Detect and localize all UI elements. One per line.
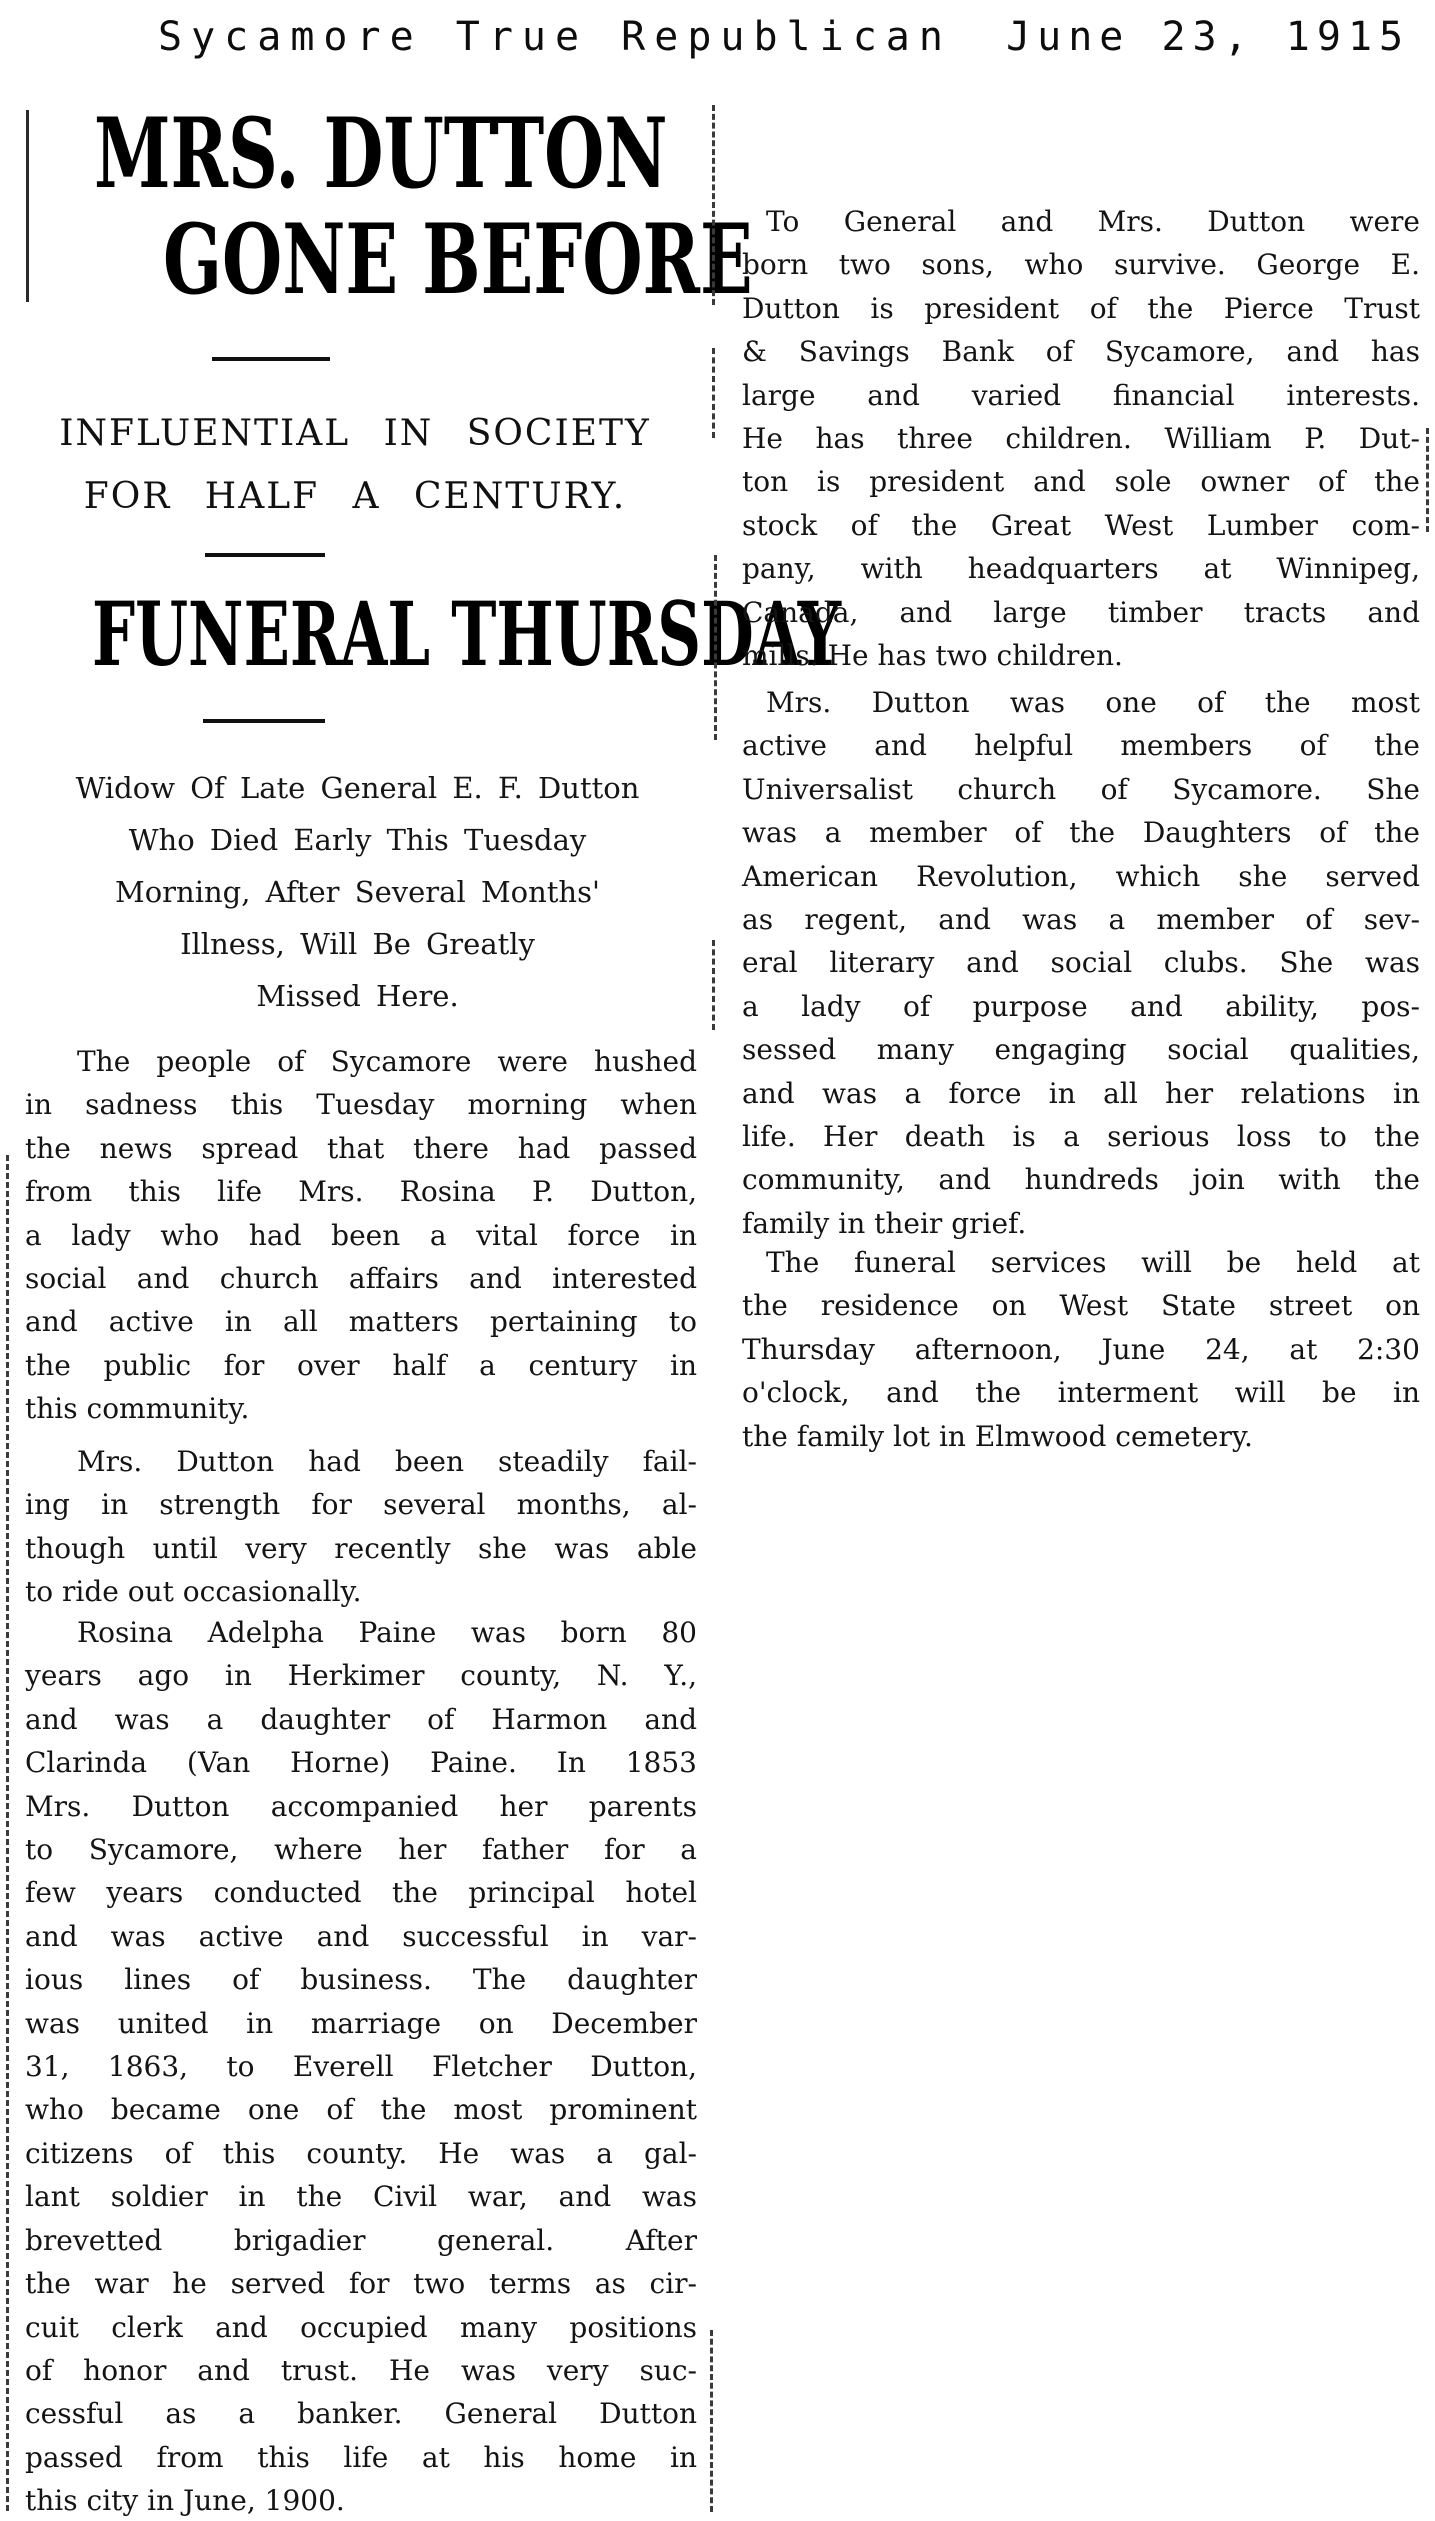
- text-line: and was a daughter of Harmon and: [25, 1702, 697, 1736]
- text-line: citizens of this county. He was a gal-: [25, 2136, 697, 2170]
- text-line: o'clock, and the interment will be in: [742, 1376, 1420, 1410]
- text-line: to ride out occasionally.: [25, 1575, 362, 1609]
- text-line: To General and Mrs. Dutton were: [766, 205, 1420, 238]
- text-line: and was active and successful in var-: [25, 1919, 697, 1953]
- text-line: large and varied financial interests.: [742, 378, 1420, 412]
- headline-line-1: MRS. DUTTON: [94, 97, 668, 210]
- text-line: lant soldier in the Civil war, and was: [25, 2180, 697, 2214]
- masthead: [158, 14, 1418, 60]
- text-line: brevetted brigadier general. After: [25, 2223, 697, 2257]
- text-line: from this life Mrs. Rosina P. Dutton,: [25, 1175, 697, 1209]
- subhead: [30, 402, 680, 528]
- subhead-line-1: INFLUENTIAL IN SOCIETY: [59, 413, 651, 454]
- text-line: & Savings Bank of Sycamore, and has: [742, 335, 1420, 369]
- issue-date: June 23, 1915: [1006, 14, 1411, 60]
- paragraph: [25, 1611, 697, 2521]
- text-line: 31, 1863, to Everell Fletcher Dutton,: [25, 2050, 697, 2084]
- text-line: in sadness this Tuesday morning when: [25, 1088, 697, 1122]
- text-line: The people of Sycamore were hushed: [77, 1045, 697, 1078]
- text-line: American Revolution, which she served: [742, 859, 1420, 893]
- text-line: pany, with headquarters at Winnipeg,: [742, 552, 1420, 586]
- text-line: the news spread that there had passed: [25, 1131, 697, 1165]
- text-line: this city in June, 1900.: [25, 2484, 345, 2518]
- second-headline: FUNERAL THURSDAY: [92, 582, 842, 686]
- text-line: the residence on West State street on: [742, 1289, 1420, 1323]
- text-line: Thursday afternoon, June 24, at 2:30: [742, 1332, 1420, 1366]
- text-line: this community.: [25, 1392, 250, 1426]
- text-line: Who Died Early This Tuesday: [128, 823, 587, 857]
- text-line: Universalist church of Sycamore. She: [742, 772, 1420, 806]
- text-line: years ago in Herkimer county, N. Y.,: [25, 1659, 697, 1693]
- text-line: family in their grief.: [742, 1206, 1027, 1240]
- text-line: of honor and trust. He was very suc-: [25, 2353, 697, 2387]
- text-line: cuit clerk and occupied many positions: [25, 2310, 697, 2344]
- text-line: Rosina Adelpha Paine was born 80: [77, 1616, 697, 1649]
- text-line: the public for over half a century in: [25, 1348, 697, 1382]
- section-rule: [205, 553, 325, 557]
- text-line: stock of the Great West Lumber com-: [742, 508, 1420, 542]
- text-line: social and church affairs and interested: [25, 1262, 697, 1296]
- section-rule: [203, 719, 325, 723]
- text-line: Morning, After Several Months': [115, 875, 600, 909]
- text-line: a lady who had been a vital force in: [25, 1218, 697, 1252]
- column-divider-line: [714, 555, 717, 740]
- text-line: sessed many engaging social qualities,: [742, 1033, 1420, 1067]
- text-line: Missed Here.: [256, 979, 459, 1013]
- text-line: and active in all matters pertaining to: [25, 1305, 697, 1339]
- clipping-edge-line: [1426, 428, 1429, 532]
- column-divider-line: [712, 348, 715, 438]
- deck-summary: [35, 762, 680, 1022]
- text-line: ious lines of business. The daughter: [25, 1963, 697, 1997]
- text-line: Canada, and large timber tracts and: [742, 595, 1420, 629]
- text-line: the family lot in Elmwood cemetery.: [742, 1419, 1253, 1453]
- clipping-edge-line: [26, 110, 29, 302]
- text-line: was united in marriage on December: [25, 2006, 697, 2040]
- paragraph: [25, 1040, 697, 1431]
- text-line: Mrs. Dutton was one of the most: [766, 686, 1420, 719]
- paragraph: [25, 1440, 697, 1614]
- text-line: cessful as a banker. General Dutton: [25, 2397, 697, 2431]
- text-line: Illness, Will Be Greatly: [180, 927, 535, 961]
- text-line: The funeral services will be held at: [766, 1246, 1420, 1279]
- text-line: few years conducted the principal hotel: [25, 1876, 697, 1910]
- text-line: Widow Of Late General E. F. Dutton: [75, 771, 640, 805]
- text-line: Dutton is president of the Pierce Trust: [742, 291, 1420, 325]
- paragraph: [742, 1241, 1420, 1458]
- newspaper-title: Sycamore True Republican: [158, 14, 952, 60]
- text-line: community, and hundreds join with the: [742, 1163, 1420, 1197]
- text-line: He has three children. William P. Dut-: [742, 422, 1420, 456]
- paragraph: [742, 681, 1420, 1245]
- text-line: passed from this life at his home in: [25, 2440, 697, 2474]
- text-line: though until very recently she was able: [25, 1531, 697, 1565]
- text-line: ing in strength for several months, al-: [25, 1488, 697, 1522]
- text-line: mills. He has two children.: [742, 639, 1123, 673]
- text-line: Clarinda (Van Horne) Paine. In 1853: [25, 1746, 697, 1780]
- text-line: to Sycamore, where her father for a: [25, 1833, 697, 1867]
- section-rule: [212, 357, 330, 361]
- column-divider-line: [712, 940, 715, 1030]
- clipping-edge-line: [6, 1155, 9, 2511]
- text-line: eral literary and social clubs. She was: [742, 946, 1420, 980]
- text-line: active and helpful members of the: [742, 729, 1420, 763]
- text-line: life. Her death is a serious loss to the: [742, 1120, 1420, 1154]
- text-line: and was a force in all her relations in: [742, 1076, 1420, 1110]
- paragraph: [742, 200, 1420, 677]
- text-line: ton is president and sole owner of the: [742, 465, 1420, 499]
- text-line: was a member of the Daughters of the: [742, 816, 1420, 850]
- text-line: Mrs. Dutton accompanied her parents: [25, 1789, 697, 1823]
- text-line: a lady of purpose and ability, pos-: [742, 989, 1420, 1023]
- text-line: born two sons, who survive. George E.: [742, 248, 1420, 282]
- headline-line-2: GONE BEFORE: [163, 203, 753, 316]
- subhead-line-2: FOR HALF A CENTURY.: [83, 476, 627, 517]
- text-line: who became one of the most prominent: [25, 2093, 697, 2127]
- text-line: as regent, and was a member of sev-: [742, 903, 1420, 937]
- text-line: the war he served for two terms as cir-: [25, 2267, 697, 2301]
- column-divider-line: [710, 2330, 713, 2512]
- column-divider-line: [712, 105, 715, 305]
- text-line: Mrs. Dutton had been steadily fail-: [77, 1445, 697, 1478]
